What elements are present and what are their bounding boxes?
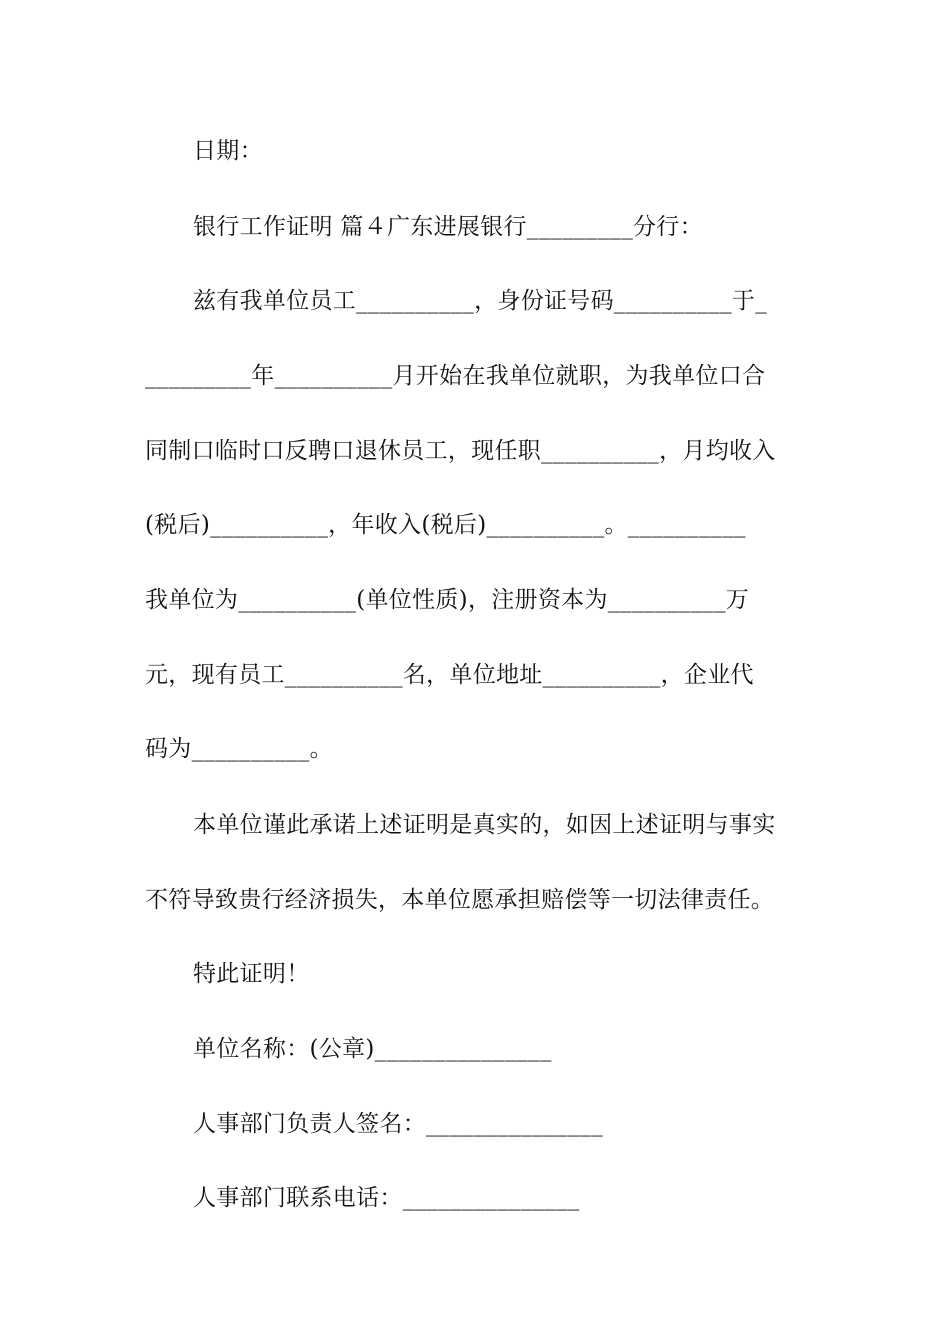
body-line: _________年__________月开始在我单位就职，为我单位口合 [145,363,766,389]
company-name-field: 单位名称：(公章)_______________ [193,1036,552,1062]
body-line: 同制口临时口反聘口退休员工，现任职__________，月均收入 [145,438,776,464]
hr-phone-field: 人事部门联系电话：_______________ [193,1185,580,1211]
certificate-heading-line: 银行工作证明 篇４广东进展银行_________分行： [193,214,703,240]
commitment-line: 不符导致贵行经济损失，本单位愿承担赔偿等一切法律责任。 [145,887,775,913]
date-line: 日期： [193,138,263,164]
body-line: 我单位为__________(单位性质)，注册资本为__________万 [145,587,750,613]
body-line: 码为__________。 [145,736,333,762]
body-line: 元，现有员工__________名，单位地址__________，企业代 [145,662,754,688]
body-line: (税后)__________，年收入(税后)__________。__________ [145,512,746,538]
commitment-line: 本单位谨此承诺上述证明是真实的，如因上述证明与事实 [193,812,776,838]
hereby-certify-line: 特此证明！ [193,961,310,987]
hr-signature-field: 人事部门负责人签名：_______________ [193,1111,603,1137]
body-line: 兹有我单位员工__________，身份证号码__________于_ [193,288,767,314]
